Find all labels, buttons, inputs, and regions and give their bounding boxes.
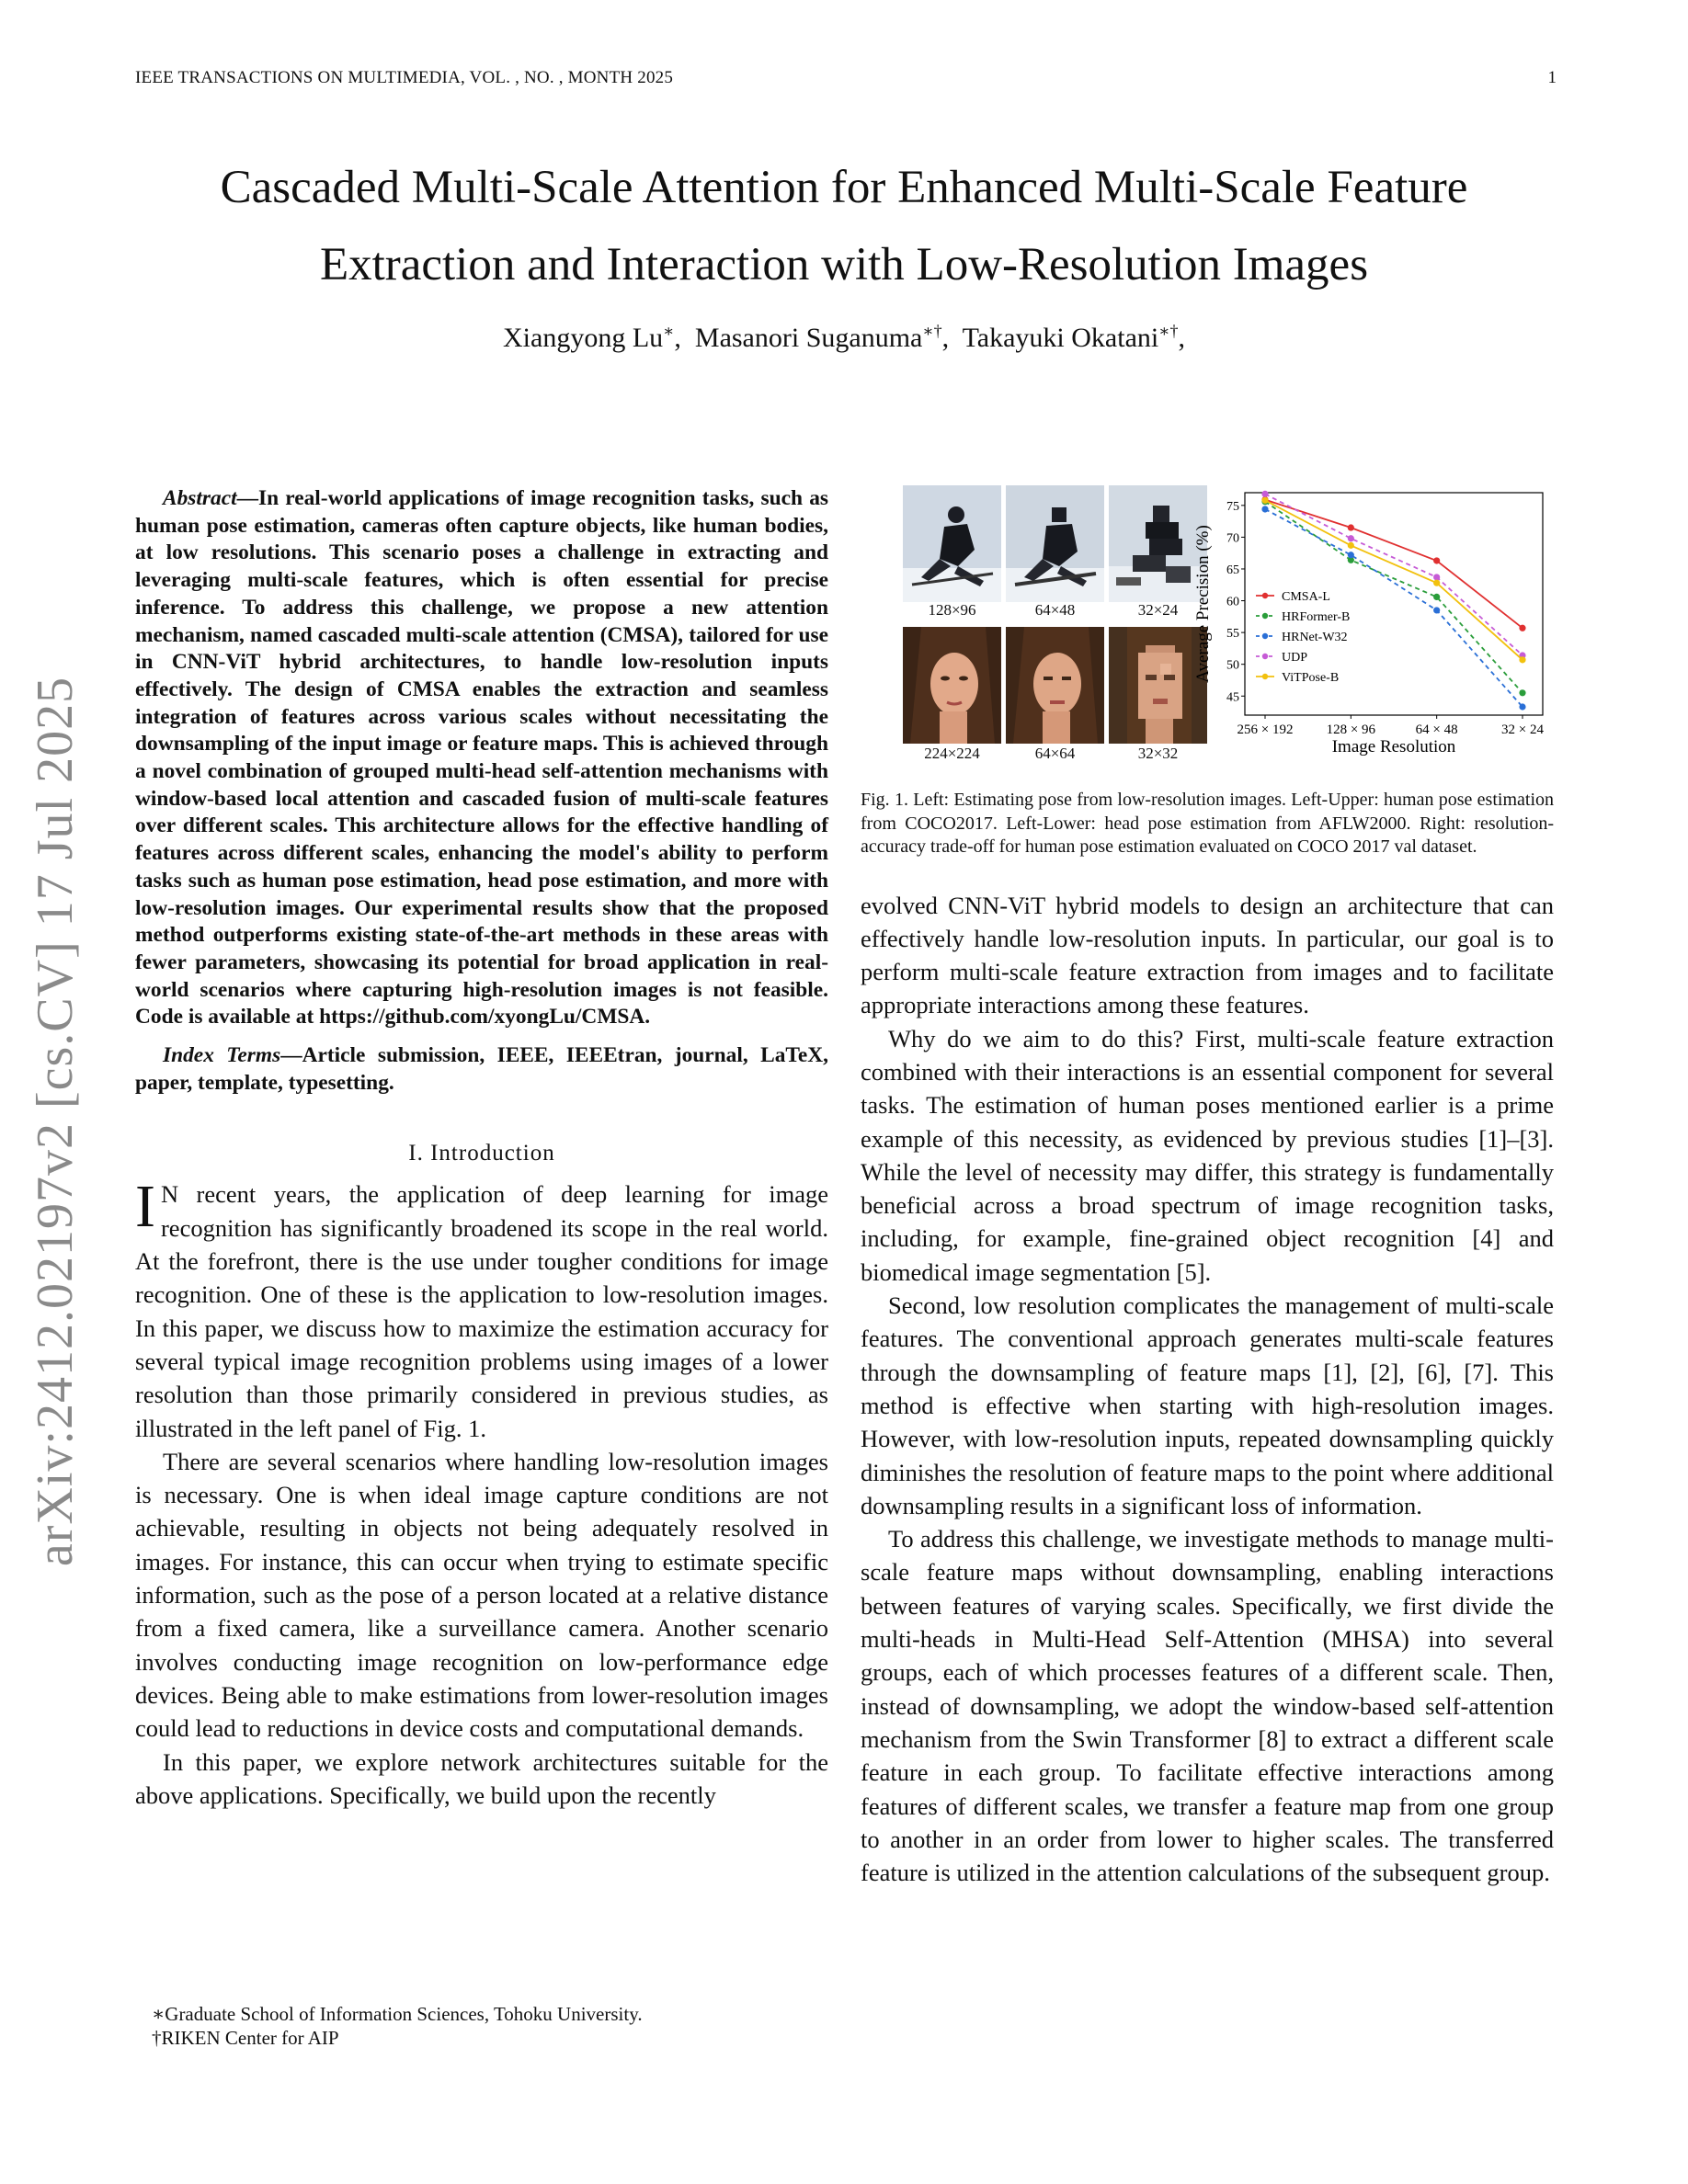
face-image-mid-res bbox=[1006, 627, 1104, 744]
x-tick-label: 64 × 48 bbox=[1415, 722, 1458, 737]
abstract-text: —In real-world applications of image recognition tasks, such as human pose estimation, cameras often capture objects, like human bodies, at low resolutions. This scenario poses a challenge in extracting and leveraging multi-scale features, which is often essential for precise inference. To address this challenge, we propose a new attention mechanism, named cascaded multi-scale attention (CMSA), tailored for use in CNN-ViT hybrid architectures, to handle low-resolution inputs effectively. The design of CMSA enables the extraction and seamless integration of features across various scales without necessitating the downsampling of the input image or feature maps. This is achieved through a novel combination of grouped multi-head self-attention mechanisms with window-based local attention and cascaded fusion of multi-scale features over different scales. This architecture allows for the effective handling of features across different scales, enhancing the model's ability to perform tasks such as human pose estimation, head pose estimation, and more with low-resolution images. Our experimental results show that the proposed method outperforms existing state-of-the-art methods in these areas with fewer parameters, showcasing its potential for broad application in real-world scenarios where capturing high-resolution images is not feasible. Code is available at https://github.com/xyongLu/CMSA. bbox=[135, 486, 828, 1029]
index-terms-lead: Index Terms bbox=[163, 1043, 281, 1068]
legend-label: HRFormer-B bbox=[1282, 610, 1351, 624]
author-affiliation-marks: ∗ bbox=[663, 322, 675, 340]
legend-marker bbox=[1262, 674, 1268, 679]
title-line-1: Cascaded Multi-Scale Attention for Enhanced Multi-Scale Feature bbox=[220, 162, 1468, 213]
data-point bbox=[1433, 574, 1440, 580]
legend-marker bbox=[1262, 633, 1268, 639]
face-image-high-res bbox=[903, 627, 1001, 744]
drop-cap: I bbox=[135, 1173, 155, 1241]
abstract bbox=[135, 485, 828, 1031]
pose-image-mid-res bbox=[1006, 485, 1104, 602]
legend-marker bbox=[1262, 613, 1268, 619]
y-tick-label: 60 bbox=[1226, 595, 1239, 609]
resolution-accuracy-chart bbox=[1190, 485, 1554, 770]
right-column bbox=[861, 485, 1554, 1889]
left-column bbox=[135, 485, 828, 1812]
data-point bbox=[1519, 689, 1525, 696]
data-point bbox=[1348, 552, 1354, 558]
x-axis-label: Image Resolution bbox=[1331, 737, 1456, 756]
data-point bbox=[1433, 594, 1440, 600]
author-affiliation-marks: ∗† bbox=[922, 322, 942, 340]
x-tick-label: 256 × 192 bbox=[1237, 722, 1294, 737]
data-point bbox=[1261, 506, 1268, 512]
abstract-lead: Abstract bbox=[163, 486, 237, 510]
data-point bbox=[1519, 656, 1525, 663]
data-point bbox=[1261, 497, 1268, 504]
title-line-2: Extraction and Interaction with Low-Resolution Images bbox=[319, 239, 1369, 290]
legend-label: HRNet-W32 bbox=[1282, 631, 1348, 644]
face-resolution-label: 224×224 bbox=[924, 745, 980, 762]
y-tick-label: 45 bbox=[1226, 690, 1239, 705]
legend-marker bbox=[1262, 593, 1268, 598]
y-tick-label: 65 bbox=[1226, 563, 1239, 577]
y-tick-label: 50 bbox=[1226, 658, 1239, 673]
paper-title bbox=[138, 149, 1550, 303]
figure-1 bbox=[861, 485, 1554, 770]
page-number: 1 bbox=[1547, 68, 1557, 87]
x-tick-label: 128 × 96 bbox=[1326, 722, 1376, 737]
data-point bbox=[1433, 580, 1440, 586]
author-affiliation-marks: ∗† bbox=[1158, 322, 1179, 340]
right-paragraph-1: evolved CNN-ViT hybrid models to design an architecture that can effectively handle low-resolution inputs. In particular, our goal is to perform multi-scale feature extraction from images and to facilitate appropriate interactions among these features. bbox=[861, 891, 1554, 1019]
author-list: Xiangyong Lu∗, Masanori Suganuma∗†, Takayuki Okatani∗†, bbox=[503, 322, 1185, 353]
face-resolution-label: 64×64 bbox=[1034, 745, 1076, 762]
author-name: Takayuki Okatani bbox=[962, 323, 1159, 353]
pose-image-high-res bbox=[903, 485, 1001, 602]
running-head: IEEE TRANSACTIONS ON MULTIMEDIA, VOL. , NO. , MONTH 2025 bbox=[135, 68, 674, 87]
index-terms bbox=[135, 1042, 828, 1097]
right-paragraph-2: Why do we aim to do this? First, multi-scale feature extraction combined with their interactions is an essential component for several tasks. The estimation of human poses mentioned earlier is a prime example of this necessity, as evidenced by previous studies [1]–[3]. While the level of necessity may differ, this strategy is fundamentally beneficial across a broad spectrum of image recognition tasks, including, for example, fine-grained object recognition [4] and biomedical image segmentation [5]. bbox=[861, 1024, 1554, 1286]
pose-resolution-label: 128×96 bbox=[928, 601, 976, 619]
data-point bbox=[1519, 625, 1525, 631]
intro-paragraph-1-text: N recent years, the application of deep learning for image recognition has significantly broadened its scope in the real world. At the forefront, there is the use under tougher conditions for image recognition. One of these is the application to low-resolution images. In this paper, we discuss how to maximize the estimation accuracy for several typical image recognition problems using images of a lower resolution than those primarily considered in previous studies, as illustrated in the left panel of Fig. 1. bbox=[135, 1180, 828, 1442]
y-tick-label: 75 bbox=[1226, 499, 1239, 514]
legend-marker bbox=[1262, 654, 1268, 659]
data-point bbox=[1433, 557, 1440, 563]
data-point bbox=[1519, 703, 1525, 710]
figure-caption: Fig. 1. Left: Estimating pose from low-resolution images. Left-Upper: human pose estimation from COCO2017. Left-Lower: head pose estimation from AFLW2000. Right: resolution-accuracy trade-off for human pose estimation evaluated on COCO 2017 val dataset. bbox=[861, 790, 1554, 857]
legend-label: CMSA-L bbox=[1282, 590, 1330, 604]
data-point bbox=[1348, 524, 1354, 530]
data-point bbox=[1348, 542, 1354, 549]
right-paragraph-4: To address this challenge, we investigate methods to manage multi-scale feature maps without downsampling, enabling interactions between features of varying scales. Specifically, we first divide the multi-heads in Multi-Head Self-Attention (MHSA) into several groups, each of which processes features of a different scale. Then, instead of downsampling, we adopt the window-based self-attention mechanism from the Swin Transformer [8] to extract a different scale feature in each group. To facilitate effective interactions among features of different scales, we transfer a feature map from one group to another in an order from lower to higher scales. The transferred feature is utilized in the attention calculations of the subsequent group. bbox=[861, 1525, 1554, 1887]
data-point bbox=[1348, 535, 1354, 541]
y-tick-label: 70 bbox=[1226, 531, 1239, 546]
footnote-affiliation-1: ∗Graduate School of Information Sciences, Tohoku University. bbox=[152, 2003, 643, 2025]
y-tick-label: 55 bbox=[1226, 627, 1239, 642]
intro-paragraph-1 bbox=[135, 1173, 828, 1444]
footnote-affiliation-2: †RIKEN Center for AIP bbox=[152, 2027, 339, 2049]
section-heading: I. Introduction bbox=[408, 1141, 555, 1166]
pose-resolution-label: 32×24 bbox=[1137, 601, 1179, 619]
arxiv-side-identifier: arXiv:2412.02197v2 [cs.CV] 17 Jul 2025 bbox=[27, 676, 84, 1567]
author-name: Masanori Suganuma bbox=[694, 323, 923, 353]
intro-paragraph-3: In this paper, we explore network architectures suitable for the above applications. Specifically, we build upon the recently bbox=[135, 1747, 828, 1809]
pose-resolution-label: 64×48 bbox=[1034, 601, 1076, 619]
right-paragraph-3: Second, low resolution complicates the management of multi-scale features. The conventional approach generates multi-scale features through the downsampling of feature maps [1], [2], [6], [7]. This method is effective when starting with high-resolution images. However, with low-resolution inputs, repeated downsampling quickly diminishes the resolution of feature maps to the point where additional downsampling results in a significant loss of information. bbox=[861, 1291, 1554, 1519]
intro-paragraph-2: There are several scenarios where handling low-resolution images is necessary. One is when ideal image capture conditions are not achievable, resulting in objects not being adequately resolved in images. For instance, this can occur when trying to estimate specific information, such as the pose of a person located at a relative distance from a fixed camera, like a surveillance camera. Another scenario involves conducting image recognition on low-performance edge devices. Being able to make estimations from lower-resolution images could lead to reductions in device costs and computational demands. bbox=[135, 1447, 828, 1743]
footnotes bbox=[152, 2002, 832, 2050]
x-tick-label: 32 × 24 bbox=[1501, 722, 1544, 737]
author-name: Xiangyong Lu bbox=[503, 323, 664, 353]
y-axis-label: Average Precision (%) bbox=[1193, 525, 1213, 683]
data-point bbox=[1433, 607, 1440, 613]
index-terms-text: —Article submission, IEEE, IEEEtran, journal, LaTeX, paper, template, typesetting. bbox=[135, 1043, 828, 1095]
data-point bbox=[1261, 491, 1268, 497]
legend-label: ViTPose-B bbox=[1282, 671, 1340, 685]
legend-label: UDP bbox=[1282, 651, 1308, 665]
face-resolution-label: 32×32 bbox=[1137, 745, 1179, 762]
